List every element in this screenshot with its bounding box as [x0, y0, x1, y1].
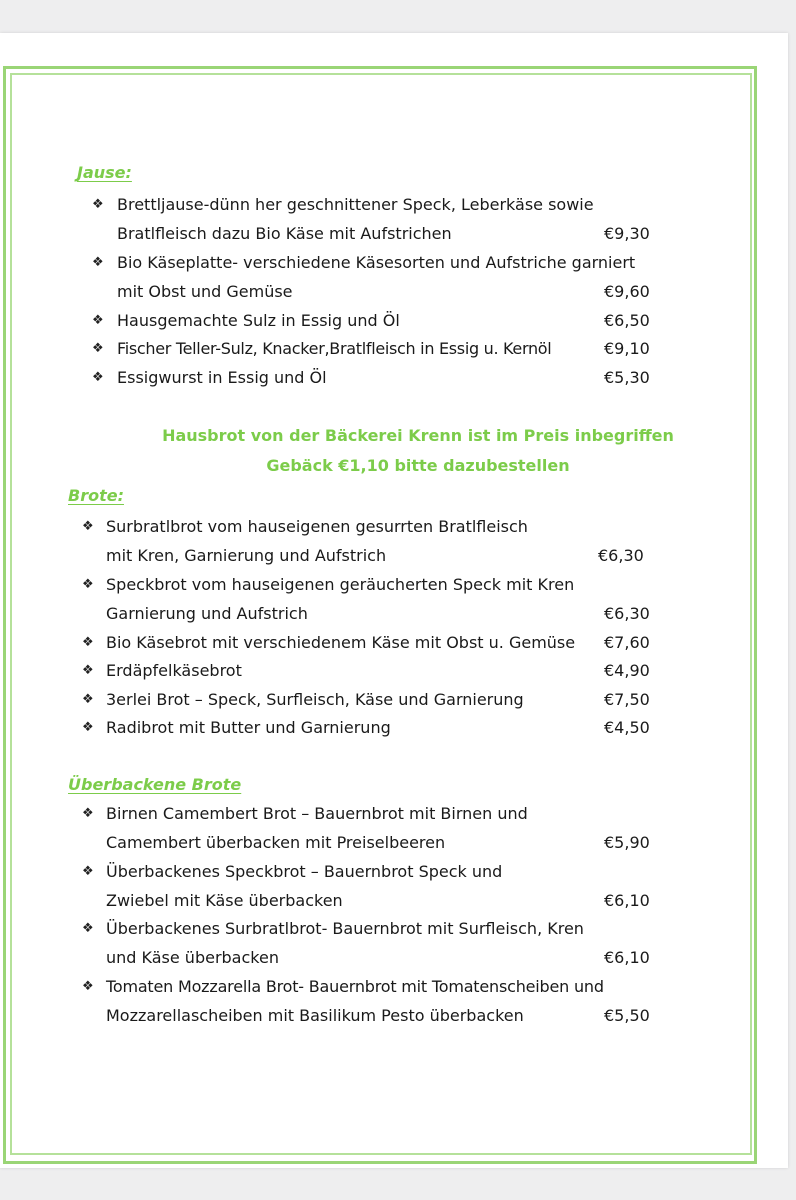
item-description: Bio Käsebrot mit verschiedenem Käse mit Obst u. Gemüse — [106, 633, 576, 652]
item-description-cont: Zwiebel mit Käse überbacken — [106, 891, 343, 910]
item-price: €5,90 — [604, 833, 650, 852]
item-description-cont: Bratlfleisch dazu Bio Käse mit Aufstrichen — [117, 224, 452, 243]
diamond-bullet-icon: ❖ — [92, 370, 104, 385]
diamond-bullet-icon: ❖ — [82, 519, 94, 534]
diamond-bullet-icon: ❖ — [82, 864, 94, 879]
item-description: Birnen Camembert Brot – Bauernbrot mit Birnen und — [106, 804, 528, 823]
item-description: Brettljause-dünn her geschnittener Speck, Leberkäse sowie — [117, 195, 594, 214]
diamond-bullet-icon: ❖ — [82, 921, 94, 936]
item-description-cont: Camembert überbacken mit Preiselbeeren — [106, 833, 446, 852]
item-description: Bio Käseplatte- verschiedene Käsesorten und Aufstriche garniert — [117, 253, 636, 272]
diamond-bullet-icon: ❖ — [92, 341, 104, 356]
item-price: €5,50 — [604, 1006, 650, 1025]
item-price: €6,50 — [604, 311, 650, 330]
item-price: €9,10 — [604, 339, 650, 358]
item-price: €4,90 — [604, 661, 650, 680]
diamond-bullet-icon: ❖ — [92, 313, 104, 328]
section-heading-brote: Brote: — [68, 486, 124, 505]
item-description: 3erlei Brot – Speck, Surfleisch, Käse und Garnierung — [106, 690, 524, 709]
item-description: Erdäpfelkäsebrot — [106, 661, 242, 680]
item-price: €6,30 — [604, 604, 650, 623]
item-description-cont: und Käse überbacken — [106, 948, 279, 967]
item-price: €9,60 — [604, 282, 650, 301]
item-description: Überbackenes Surbratlbrot- Bauernbrot mit Surfleisch, Kren — [106, 919, 584, 938]
item-description: Tomaten Mozzarella Brot- Bauernbrot mit Tomatenscheiben und — [106, 977, 604, 996]
diamond-bullet-icon: ❖ — [82, 979, 94, 994]
diamond-bullet-icon: ❖ — [82, 720, 94, 735]
section-heading-ueberbackene-brote: Überbackene Brote — [68, 775, 242, 794]
item-description-cont: Mozzarellascheiben mit Basilikum Pesto überbacken — [106, 1006, 524, 1025]
item-price: €7,50 — [604, 690, 650, 709]
item-description: Hausgemachte Sulz in Essig und Öl — [117, 311, 400, 330]
item-price: €5,30 — [604, 368, 650, 387]
diamond-bullet-icon: ❖ — [82, 663, 94, 678]
item-price: €6,30 — [598, 546, 644, 565]
diamond-bullet-icon: ❖ — [82, 635, 94, 650]
diamond-bullet-icon: ❖ — [82, 577, 94, 592]
item-price: €6,10 — [604, 891, 650, 910]
item-description: Fischer Teller-Sulz, Knacker,Bratlfleisch in Essig u. Kernöl — [117, 339, 552, 358]
item-description: Überbackenes Speckbrot – Bauernbrot Speck und — [106, 862, 503, 881]
item-description-cont: mit Kren, Garnierung und Aufstrich — [106, 546, 387, 565]
item-description-cont: Garnierung und Aufstrich — [106, 604, 308, 623]
section-heading-jause: Jause: — [77, 163, 132, 182]
bread-notice-line2: Gebäck €1,10 bitte dazubestellen — [266, 456, 570, 475]
item-description: Essigwurst in Essig und Öl — [117, 368, 327, 387]
diamond-bullet-icon: ❖ — [82, 692, 94, 707]
item-description: Radibrot mit Butter und Garnierung — [106, 718, 391, 737]
diamond-bullet-icon: ❖ — [82, 806, 94, 821]
item-description: Speckbrot vom hauseigenen geräucherten Speck mit Kren — [106, 575, 575, 594]
item-price: €7,60 — [604, 633, 650, 652]
item-price: €9,30 — [604, 224, 650, 243]
item-description-cont: mit Obst und Gemüse — [117, 282, 293, 301]
item-price: €4,50 — [604, 718, 650, 737]
bread-notice-line1: Hausbrot von der Bäckerei Krenn ist im Preis inbegriffen — [162, 426, 674, 445]
item-price: €6,10 — [604, 948, 650, 967]
diamond-bullet-icon: ❖ — [92, 197, 104, 212]
diamond-bullet-icon: ❖ — [92, 255, 104, 270]
item-description: Surbratlbrot vom hauseigenen gesurrten Bratlfleisch — [106, 517, 528, 536]
